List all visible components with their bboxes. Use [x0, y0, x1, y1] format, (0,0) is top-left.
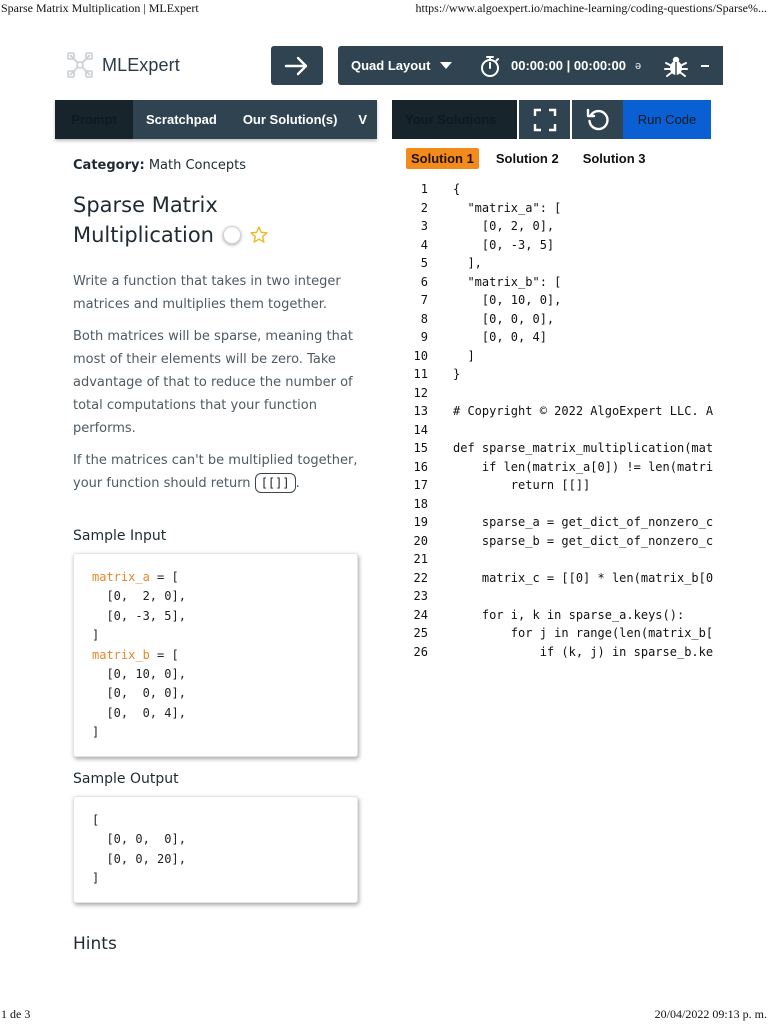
- line-number: 10: [413, 348, 428, 363]
- line-number: 14: [413, 422, 428, 437]
- sample-output-heading: Sample Output: [73, 771, 179, 787]
- line-number: 5: [420, 256, 428, 270]
- reset-icon: [585, 107, 611, 133]
- print-title: Sparse Matrix Multiplication | MLExpert: [1, 1, 199, 15]
- var-matrix-b: matrix_b: [92, 647, 150, 662]
- description-paragraph: [73, 449, 363, 495]
- layout-select[interactable]: [338, 46, 478, 85]
- problem-description: [73, 270, 363, 495]
- line-content: "matrix_a": [: [453, 200, 562, 215]
- line-content: sparse_b = get_dict_of_nonzero_c: [453, 533, 714, 548]
- line-content: "matrix_b": [: [453, 274, 562, 289]
- code-line: [406, 587, 719, 606]
- line-number: 6: [420, 274, 428, 289]
- line-number: 12: [413, 385, 428, 400]
- code-line: [406, 180, 719, 199]
- reset-button[interactable]: [570, 100, 623, 139]
- line-content: return [[]]: [453, 478, 591, 492]
- description-text-end: .: [295, 476, 300, 491]
- code-line: [406, 384, 719, 403]
- debug-button[interactable]: [663, 46, 689, 85]
- line-content: [0, -3, 5]: [453, 237, 555, 252]
- toggle-layout-button[interactable]: [271, 46, 323, 85]
- caret-down-icon: [440, 62, 452, 69]
- code-line: [0, 0, 20],: [92, 851, 186, 866]
- line-number: 18: [413, 496, 428, 511]
- code-line: [0, 0, 4],: [92, 705, 186, 720]
- solutions-panel-tabs: [392, 100, 713, 139]
- line-content: for i, k in sparse_a.keys():: [453, 607, 685, 622]
- line-number: 8: [420, 311, 428, 326]
- line-content: ]: [453, 348, 475, 363]
- mlexpert-logo-icon: [66, 51, 94, 79]
- line-number: 21: [413, 552, 428, 566]
- code-line: [: [92, 813, 100, 827]
- problem-title: [73, 190, 363, 250]
- line-content: {: [453, 182, 461, 196]
- print-header: [0, 0, 768, 16]
- line-number: 1: [420, 182, 428, 196]
- code-line: ]: [92, 871, 100, 886]
- line-number: 24: [413, 607, 428, 622]
- line-content: sparse_a = get_dict_of_nonzero_c: [453, 515, 714, 529]
- code-line: = [: [149, 647, 179, 662]
- code-line: [0, 0, 0],: [92, 832, 186, 847]
- sample-input-heading: Sample Input: [73, 528, 167, 544]
- prompt-content: [73, 158, 363, 504]
- line-content: [0, 0, 0],: [453, 311, 555, 326]
- solution-tabs: [406, 148, 665, 169]
- code-line: [406, 495, 719, 514]
- code-line: [406, 606, 719, 625]
- line-content: [0, 0, 4]: [453, 330, 547, 344]
- code-line: [406, 643, 719, 662]
- line-number: 20: [413, 533, 428, 548]
- print-date: 20/04/2022 09:13 p. m.: [654, 1007, 767, 1021]
- code-line: [406, 273, 719, 292]
- problem-title-line1: Sparse Matrix: [73, 193, 218, 217]
- sample-output-box: [73, 796, 358, 903]
- category-value: Math Concepts: [148, 158, 247, 173]
- code-line: [406, 347, 719, 366]
- arrow-right-icon: [284, 55, 310, 77]
- line-content: if len(matrix_a[0]) != len(matri: [453, 459, 714, 474]
- line-content: for j in range(len(matrix_b[: [453, 626, 714, 640]
- code-line: [406, 624, 719, 643]
- inline-code: [[]]: [255, 473, 296, 493]
- fullscreen-button[interactable]: [517, 100, 570, 139]
- print-page-number: 1 de 3: [1, 1007, 31, 1021]
- line-number: 16: [413, 459, 428, 474]
- tab-video[interactable]: V: [358, 112, 368, 127]
- description-paragraph: Write a function that takes in two integer matrices and multiplies them together.: [73, 274, 341, 312]
- line-content: [0, 2, 0],: [453, 219, 555, 233]
- category: [73, 158, 363, 173]
- stopwatch-icon: [478, 54, 502, 78]
- tab-scratchpad[interactable]: Scratchpad: [146, 112, 217, 127]
- line-content: # Copyright © 2022 AlgoExpert LLC. A: [453, 404, 714, 418]
- code-line: = [: [149, 570, 179, 584]
- line-number: 4: [420, 237, 428, 252]
- line-number: 19: [413, 515, 428, 529]
- code-line: ]: [92, 725, 100, 740]
- code-line: [406, 328, 719, 347]
- code-line: [406, 291, 719, 310]
- code-line: [406, 365, 719, 384]
- code-line: [406, 199, 719, 218]
- bug-icon: [663, 53, 689, 79]
- code-line: [0, 10, 0],: [92, 667, 186, 682]
- line-content: ],: [453, 256, 482, 270]
- code-line: [0, -3, 5],: [92, 608, 186, 623]
- layout-select-label: Quad Layout: [351, 58, 431, 73]
- star-icon[interactable]: [249, 225, 269, 245]
- line-number: 13: [413, 404, 428, 418]
- brand-name: MLExpert: [102, 54, 180, 75]
- tab-your-solutions[interactable]: Your Solutions: [392, 100, 517, 139]
- brand-logo[interactable]: [66, 51, 180, 79]
- problem-title-line2: Multiplication: [73, 223, 214, 247]
- timer[interactable]: [478, 46, 641, 85]
- code-line: [406, 236, 719, 255]
- line-number: 25: [413, 626, 428, 640]
- line-number: 23: [413, 589, 428, 603]
- code-line: ]: [92, 628, 100, 643]
- line-number: 17: [413, 478, 428, 492]
- code-line: [406, 254, 719, 273]
- var-matrix-a: matrix_a: [92, 570, 150, 584]
- workspace-toolbar: [338, 46, 723, 85]
- code-line: [406, 421, 719, 440]
- print-url: https://www.algoexpert.io/machine-learning/coding-questions/Sparse%...: [415, 1, 767, 15]
- code-line: [0, 2, 0],: [92, 589, 186, 604]
- code-editor[interactable]: [406, 180, 719, 659]
- code-line: [406, 402, 719, 421]
- code-line: [406, 550, 719, 569]
- run-code-button[interactable]: Run Code: [623, 100, 711, 139]
- fullscreen-icon: [532, 107, 558, 133]
- code-line: [406, 310, 719, 329]
- line-content: if (k, j) in sparse_b.ke: [453, 644, 714, 659]
- print-footer: [0, 1006, 768, 1024]
- description-text: If the matrices can't be multiplied together, your function should return: [73, 453, 358, 491]
- timer-text: 00:00:00 | 00:00:00: [511, 58, 626, 73]
- tab-prompt[interactable]: Prompt: [55, 100, 133, 139]
- code-line: [406, 439, 719, 458]
- line-number: 26: [413, 644, 428, 659]
- line-number: 11: [413, 367, 428, 381]
- tab-solution-3[interactable]: Solution 3: [582, 151, 646, 166]
- line-content: [0, 10, 0],: [453, 293, 562, 307]
- line-content: matrix_c = [[0] * len(matrix_b[0: [453, 570, 714, 585]
- line-number: 9: [420, 330, 428, 344]
- line-number: 2: [420, 200, 428, 215]
- code-line: [406, 513, 719, 532]
- code-line: [406, 458, 719, 477]
- line-number: 15: [413, 441, 428, 455]
- mark-complete-toggle[interactable]: [223, 226, 241, 244]
- sample-input-box: [73, 553, 358, 757]
- hints-heading: Hints: [73, 934, 117, 954]
- prompt-panel-tabs: [55, 100, 377, 139]
- line-content: }: [453, 367, 461, 381]
- code-line: [0, 0, 0],: [92, 686, 186, 701]
- category-label: Category:: [73, 158, 145, 173]
- tab-solution-1[interactable]: Solution 1: [406, 148, 479, 169]
- tab-solution-2[interactable]: Solution 2: [495, 151, 559, 166]
- line-number: 22: [413, 570, 428, 585]
- line-content: def sparse_matrix_multiplication(mat: [453, 441, 714, 455]
- line-number: 3: [420, 219, 428, 233]
- code-line: [406, 532, 719, 551]
- more-icon[interactable]: [701, 65, 709, 67]
- timer-extra: ə: [634, 59, 642, 72]
- description-paragraph: Both matrices will be sparse, meaning that most of their elements will be zero. Take advantage of that to reduce the number of total computations that your function performs.: [73, 329, 353, 436]
- code-line: [406, 217, 719, 236]
- line-number: 7: [420, 293, 428, 307]
- code-line: [406, 476, 719, 495]
- tab-our-solutions[interactable]: Our Solution(s): [242, 112, 338, 127]
- code-line: [406, 569, 719, 588]
